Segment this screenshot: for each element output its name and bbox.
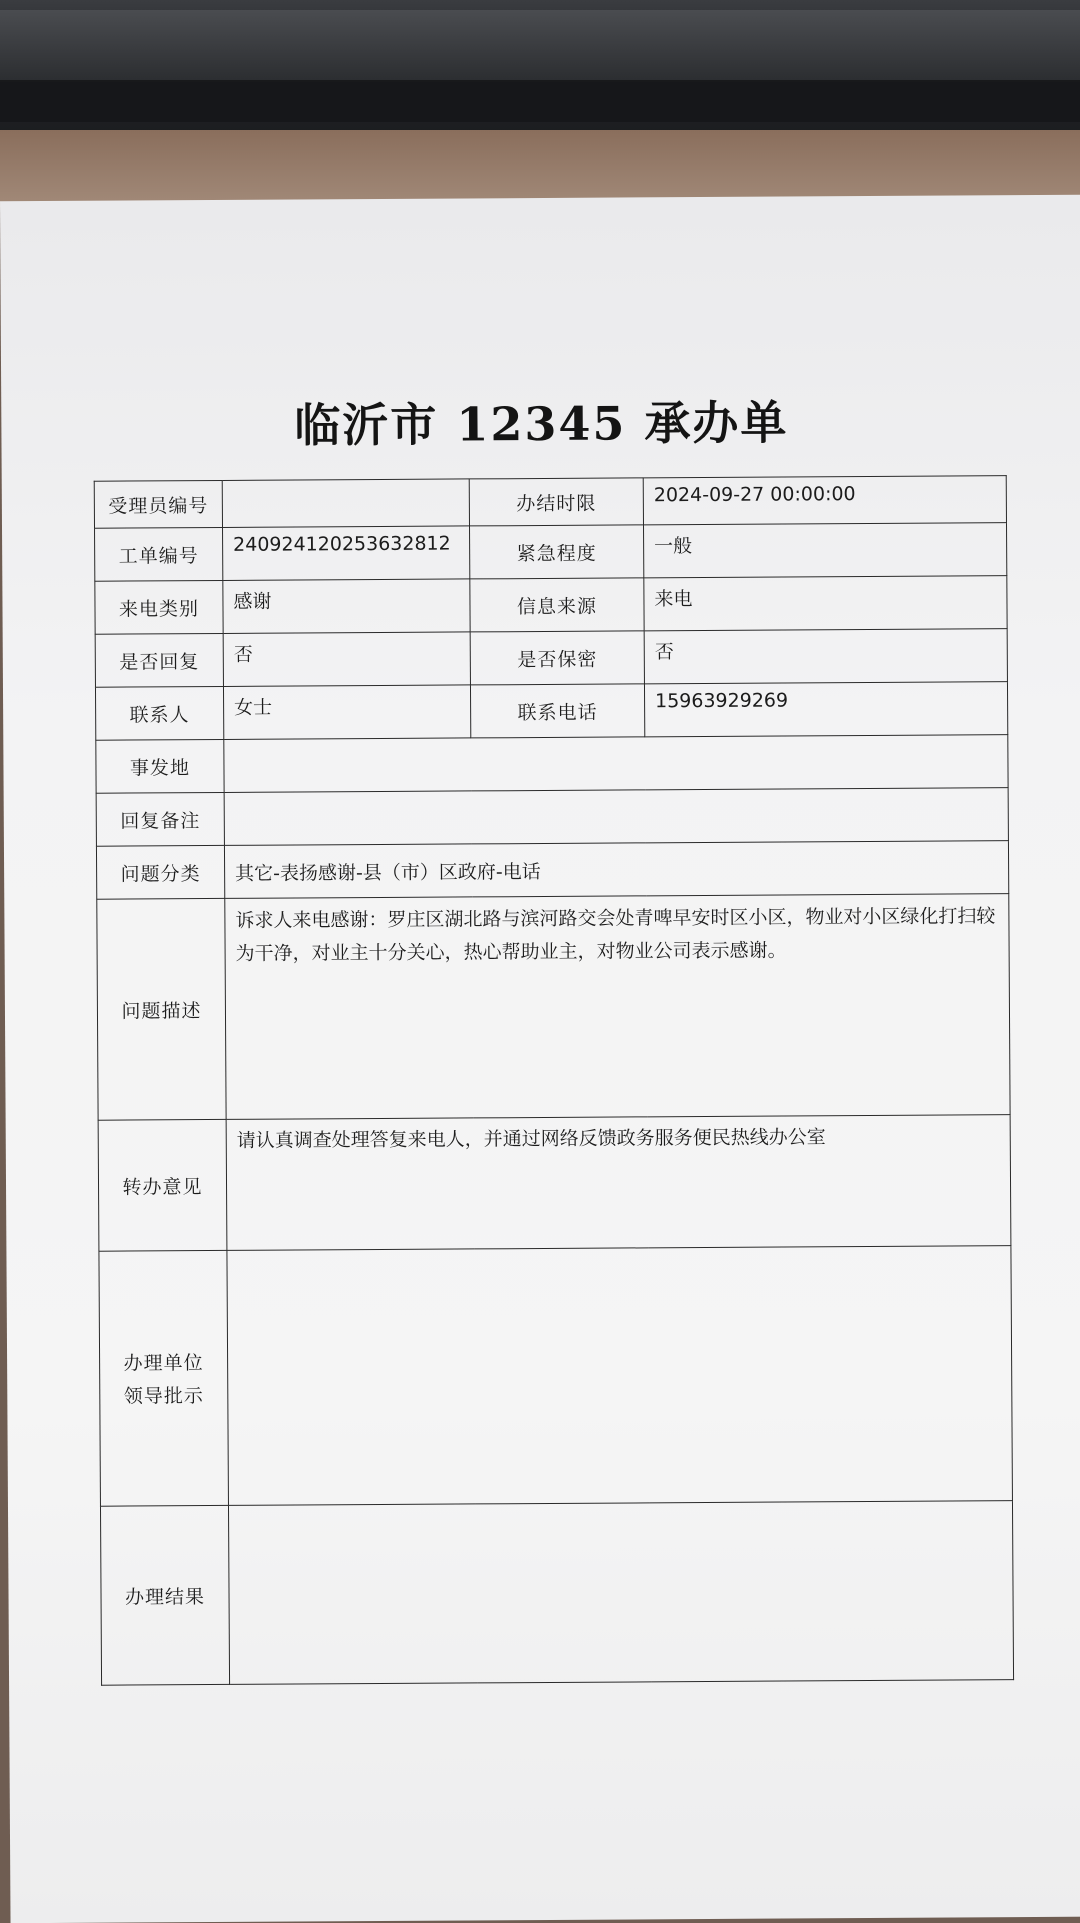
deadline-value: 2024-09-27 00:00:00 [643, 476, 1006, 525]
table-row [95, 576, 1007, 635]
document-title: 临沂市 12345 承办单 [294, 395, 789, 453]
category-label: 问题分类 [96, 845, 224, 899]
confidential-value: 否 [644, 629, 1007, 684]
ticket-no-value: 240924120253632812 [223, 526, 470, 581]
transfer-opinion-value: 请认真调查处理答复来电人，并通过网络反馈政务服务便民热线办公室 [226, 1115, 1011, 1251]
table-row [99, 1246, 1013, 1507]
table-row [97, 894, 1010, 1121]
deadline-label: 办结时限 [469, 478, 643, 526]
table-row [96, 841, 1008, 900]
location-label: 事发地 [96, 739, 224, 793]
reply-note-value [224, 788, 1008, 846]
form-table [94, 475, 1014, 1686]
phone-label: 联系电话 [470, 684, 644, 738]
call-type-label: 来电类别 [95, 580, 223, 634]
info-source-value: 来电 [644, 576, 1007, 631]
contact-value: 女士 [223, 685, 470, 740]
table-row [98, 1115, 1011, 1252]
result-value [228, 1501, 1013, 1685]
transfer-opinion-label: 转办意见 [98, 1119, 227, 1251]
need-reply-value: 否 [223, 632, 470, 687]
confidential-label: 是否保密 [470, 631, 644, 685]
table-row [96, 788, 1008, 847]
keyboard-gap [0, 82, 1080, 122]
call-type-value: 感谢 [223, 579, 470, 634]
table-row [94, 476, 1006, 529]
ticket-no-label: 工单编号 [95, 527, 223, 581]
table-row [96, 735, 1008, 794]
category-value: 其它-表扬感谢-县（市）区政府-电话 [224, 841, 1008, 899]
paper-sheet [0, 195, 1080, 1923]
urgency-label: 紧急程度 [470, 525, 644, 579]
phone-value: 15963929269 [644, 682, 1007, 737]
keyboard-background [0, 0, 1080, 140]
need-reply-label: 是否回复 [95, 633, 223, 687]
leader-approval-value [227, 1246, 1013, 1506]
leader-approval-label [99, 1250, 229, 1506]
contact-label: 联系人 [95, 686, 223, 740]
description-label: 问题描述 [97, 898, 226, 1120]
info-source-label: 信息来源 [470, 578, 644, 632]
description-value: 诉求人来电感谢：罗庄区湖北路与滨河路交会处青啤早安时区小区，物业对小区绿化打扫较为干净，对业主十分关心，热心帮助业主，对物业公司表示感谢。 [225, 894, 1010, 1120]
keyboard-key-row [0, 10, 1080, 82]
result-label: 办理结果 [100, 1505, 229, 1685]
table-row [100, 1501, 1013, 1686]
leader-approval-label-line2: 领导批示 [123, 1385, 204, 1408]
urgency-value: 一般 [643, 523, 1006, 578]
location-value [224, 735, 1008, 793]
leader-approval-label-line1: 办理单位 [123, 1352, 204, 1375]
table-row [95, 682, 1007, 741]
reply-note-label: 回复备注 [96, 792, 224, 846]
operator-id-label: 受理员编号 [94, 480, 222, 528]
operator-id-value [222, 479, 469, 528]
table-row [95, 523, 1007, 582]
table-row [95, 629, 1007, 688]
